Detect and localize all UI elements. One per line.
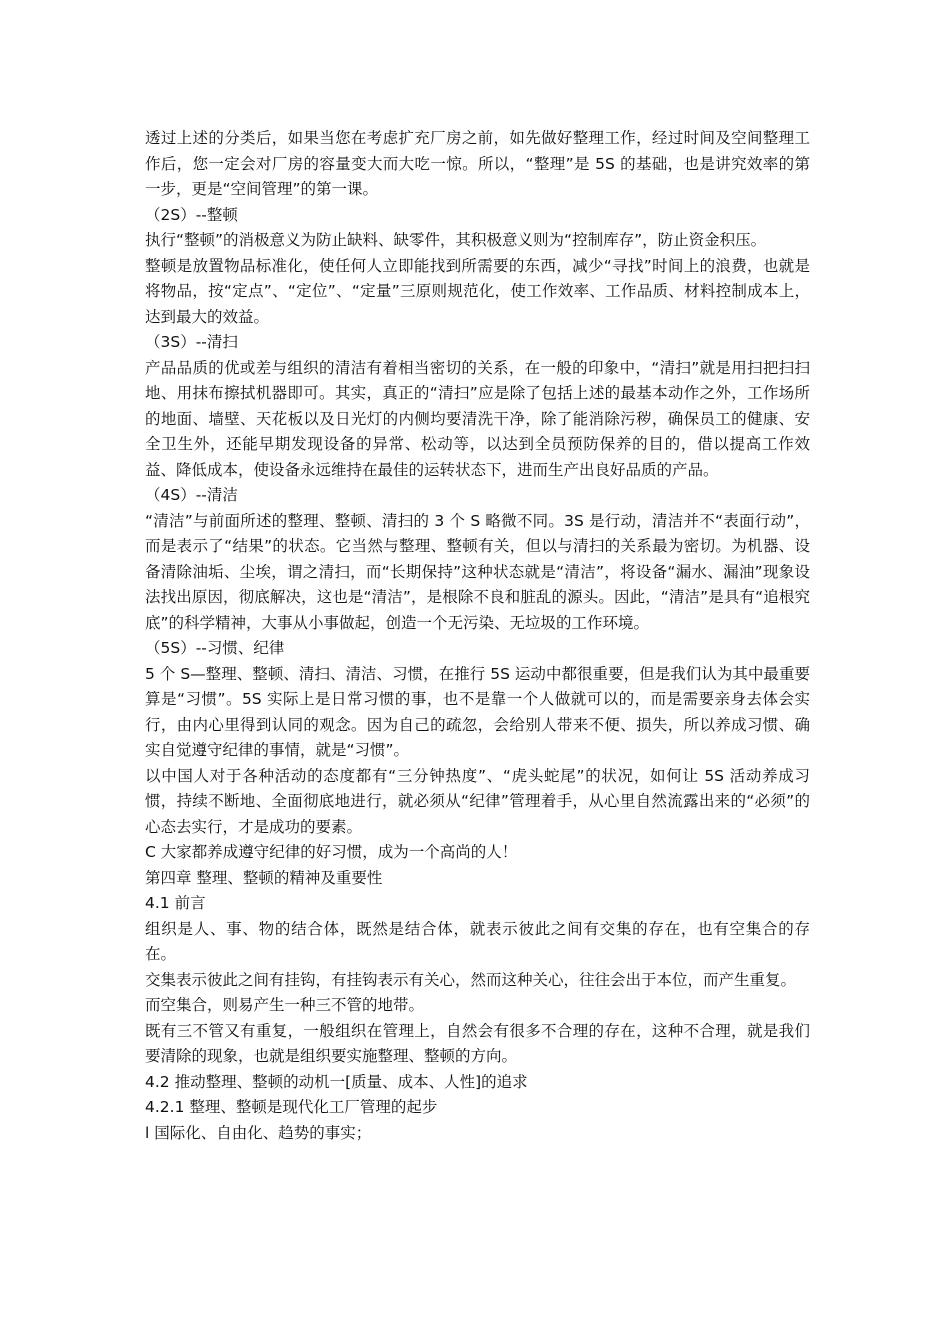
paragraph-shitsuke-discipline: 以中国人对于各种活动的态度都有“三分钟热度”、“虎头蛇尾”的状况，如何让 5S 活动养成习惯，持续不断地、全面彻底地进行，就必须从“纪律”管理着手，从心里自然流露出来的“必须”的心态去实行，才是成功的要素。: [145, 766, 810, 836]
paragraph-seiton-purpose: 执行“整顿”的消极意义为防止缺料、缺零件，其积极意义则为“控制库存”，防止资金积压。: [145, 231, 767, 249]
heading-2s-seiton: （2S）--整顿: [145, 205, 238, 224]
list-item-internationalization: l 国际化、自由化、趋势的事实；: [145, 1123, 372, 1142]
section-4-2-1-title: 4.2.1 整理、整顿是现代化工厂管理的起步: [145, 1098, 438, 1116]
paragraph-space-management: 透过上述的分类后，如果当您在考虑扩充厂房之前，如先做好整理工作，经过时间及空间整理工作后，您一定会对厂房的容量变大而大吃一惊。所以，“整理”是 5S 的基础，也是讲究效率的第一步，更是“空间管理”的第一课。: [145, 129, 810, 198]
paragraph-slogan: C 大家都养成遵守纪律的好习惯，成为一个高尚的人！: [145, 843, 518, 861]
paragraph-unreasonable: 既有三不管又有重复，一般组织在管理上，自然会有很多不合理的存在，这种不合理，就是我们要清除的现象，也就是组织要实施整理、整顿的方向。: [145, 1021, 810, 1065]
heading-3s-seiso: （3S）--清扫: [145, 333, 238, 351]
chapter-4-title: 第四章 整理、整顿的精神及重要性: [145, 868, 383, 887]
paragraph-empty-set: 而空集合，则易产生一种三不管的地带。: [145, 996, 425, 1014]
section-4-1-title: 4.1 前言: [145, 894, 206, 912]
paragraph-organization-sets: 组织是人、事、物的结合体，既然是结合体，就表示彼此之间有交集的存在，也有空集合的存在。: [145, 919, 810, 963]
heading-5s-shitsuke: （5S）--习惯、纪律: [145, 639, 285, 657]
paragraph-intersection: 交集表示彼此之间有挂钩，有挂钩表示有关心，然而这种关心，往往会出于本位，而产生重复。: [145, 970, 797, 989]
paragraph-shitsuke-habit: 5 个 S—整理、整顿、清扫、清洁、习惯，在推行 5S 运动中都很重要，但是我们认为其中最重要算是“习惯”。5S 实际上是日常习惯的事，也不是靠一个人做就可以的，而是需要亲身去体会实行，由内心里得到认同的观念。因为自己的疏忽，会给别人带来不便、损失，所以养成习惯、确实自觉遵守纪律的事情，就是“习惯”。: [145, 664, 810, 759]
paragraph-seiketsu: “清洁”与前面所述的整理、整顿、清扫的 3 个 S 略微不同。3S 是行动，清洁并不“表面行动”，而是表示了“结果”的状态。它当然与整理、整顿有关，但以与清扫的关系最为密切。为机器、设备清除油垢、尘埃，谓之清扫，而“长期保持”这种状态就是“清洁”，将设备“漏水、漏油”现象设法找出原因，彻底解决，这也是“清洁”，是根除不良和脏乱的源头。因此，“清洁”是具有“追根究底”的科学精神，大事从小事做起，创造一个无污染、无垃圾的工作环境。: [145, 511, 810, 632]
document-body: [145, 126, 810, 1146]
heading-4s-seiketsu: （4S）--清洁: [145, 486, 238, 504]
paragraph-seiton-standardization: 整顿是放置物品标准化，使任何人立即能找到所需要的东西，减少“寻找”时间上的浪费，也就是将物品，按“定点”、“定位”、“定量”三原则规范化，使工作效率、工作品质、材料控制成本上，达到最大的效益。: [145, 256, 810, 326]
section-4-2-title: 4.2 推动整理、整顿的动机一[质量、成本、人性]的追求: [145, 1072, 528, 1091]
paragraph-seiso: 产品品质的优或差与组织的清洁有着相当密切的关系，在一般的印象中，“清扫”就是用扫把扫扫地、用抹布擦拭机器即可。其实，真正的“清扫”应是除了包括上述的最基本动作之外，工作场所的地面、墙壁、天花板以及日光灯的内侧均要清洗干净，除了能消除污秽，确保员工的健康、安全卫生外，还能早期发现设备的异常、松动等，以达到全员预防保养的目的，借以提高工作效益、降低成本，使设备永远维持在最佳的运转状态下，进而生产出良好品质的产品。: [145, 358, 810, 479]
